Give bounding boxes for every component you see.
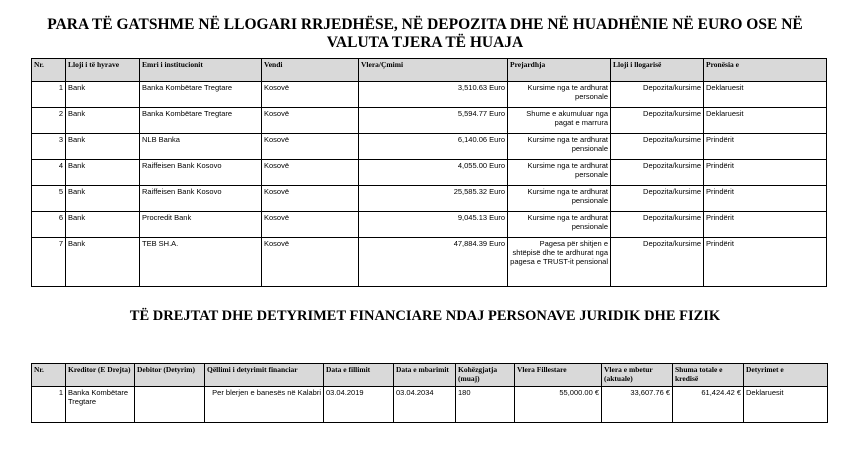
financial-obligations-header-2: Debitor (Detyrim)	[135, 364, 205, 387]
financial-obligations-cell: Per blerjen e banesës në Kalabri	[205, 387, 324, 423]
bank-accounts-header-6: Lloji i llogarisë	[611, 59, 704, 82]
bank-accounts-cell: 3	[32, 134, 66, 160]
financial-obligations-body	[32, 387, 828, 423]
bank-accounts-cell: Prindërit	[704, 186, 827, 212]
bank-accounts-cell: 6,140.06 Euro	[359, 134, 508, 160]
bank-accounts-cell: Bank	[66, 108, 140, 134]
bank-accounts-cell: Depozita/kursime	[611, 134, 704, 160]
bank-accounts-cell: 2	[32, 108, 66, 134]
bank-accounts-header-5: Prejardhja	[508, 59, 611, 82]
bank-accounts-header-7: Pronësia e	[704, 59, 827, 82]
bank-accounts-table	[31, 58, 827, 287]
bank-accounts-cell: Prindërit	[704, 238, 827, 287]
table-row	[32, 212, 827, 238]
financial-obligations-cell: Deklaruesit	[744, 387, 828, 423]
bank-accounts-cell: Prindërit	[704, 134, 827, 160]
bank-accounts-cell: Kursime nga te ardhurat pensionale	[508, 186, 611, 212]
bank-accounts-cell: 3,510.63 Euro	[359, 82, 508, 108]
bank-accounts-cell: Depozita/kursime	[611, 212, 704, 238]
bank-accounts-cell: Kosovë	[262, 82, 359, 108]
bank-accounts-cell: Kosovë	[262, 212, 359, 238]
table-row	[32, 160, 827, 186]
bank-accounts-cell: Depozita/kursime	[611, 238, 704, 287]
table-row	[32, 387, 828, 423]
bank-accounts-cell: Kursime nga te ardhurat personale	[508, 82, 611, 108]
financial-obligations-header-0: Nr.	[32, 364, 66, 387]
section2-title: TË DREJTAT DHE DETYRIMET FINANCIARE NDAJ PERSONAVE JURIDIK DHE FIZIK	[129, 308, 721, 324]
table-row	[32, 134, 827, 160]
section1-title-line1: PARA TË GATSHME NË LLOGARI RRJEDHËSE, NË DEPOZITA DHE NË HUADHËNIE NË EURO OSE NË	[47, 16, 803, 33]
bank-accounts-header-2: Emri i institucionit	[140, 59, 262, 82]
financial-obligations-header-10: Detyrimet e	[744, 364, 828, 387]
bank-accounts-cell: Kosovë	[262, 238, 359, 287]
financial-obligations-cell: 61,424.42 €	[673, 387, 744, 423]
financial-obligations-cell: 03.04.2019	[324, 387, 394, 423]
bank-accounts-cell: Pagesa për shitjen e shtëpisë dhe te ardhurat nga pagesa e TRUST-it pensional	[508, 238, 611, 287]
bank-accounts-cell: Kosovë	[262, 186, 359, 212]
bank-accounts-cell: Kosovë	[262, 160, 359, 186]
financial-obligations-header-1: Kreditor (E Drejta)	[66, 364, 135, 387]
financial-obligations-cell: 33,607.76 €	[602, 387, 673, 423]
financial-obligations-cell	[135, 387, 205, 423]
bank-accounts-cell: 25,585.32 Euro	[359, 186, 508, 212]
financial-obligations-cell: 180	[456, 387, 515, 423]
bank-accounts-cell: Bank	[66, 134, 140, 160]
financial-obligations-header-8: Vlera e mbetur (aktuale)	[602, 364, 673, 387]
table-row	[32, 186, 827, 212]
bank-accounts-body	[32, 82, 827, 287]
bank-accounts-cell: Bank	[66, 238, 140, 287]
financial-obligations-cell: Banka Kombëtare Tregtare	[66, 387, 135, 423]
bank-accounts-cell: 4,055.00 Euro	[359, 160, 508, 186]
bank-accounts-cell: Depozita/kursime	[611, 160, 704, 186]
bank-accounts-cell: Kosovë	[262, 108, 359, 134]
bank-accounts-cell: Procredit Bank	[140, 212, 262, 238]
bank-accounts-cell: Bank	[66, 212, 140, 238]
bank-accounts-cell: 4	[32, 160, 66, 186]
bank-accounts-cell: Depozita/kursime	[611, 82, 704, 108]
bank-accounts-cell: Bank	[66, 82, 140, 108]
bank-accounts-cell: 6	[32, 212, 66, 238]
financial-obligations-header-3: Qëllimi i detyrimit financiar	[205, 364, 324, 387]
bank-accounts-cell: 7	[32, 238, 66, 287]
bank-accounts-cell: 1	[32, 82, 66, 108]
bank-accounts-cell: Kursime nga te ardhurat pensionale	[508, 212, 611, 238]
bank-accounts-cell: Deklaruesit	[704, 82, 827, 108]
financial-obligations-cell: 03.04.2034	[394, 387, 456, 423]
financial-obligations-header-5: Data e mbarimit	[394, 364, 456, 387]
table-row	[32, 82, 827, 108]
bank-accounts-header-0: Nr.	[32, 59, 66, 82]
bank-accounts-cell: Depozita/kursime	[611, 108, 704, 134]
bank-accounts-cell: 5,594.77 Euro	[359, 108, 508, 134]
section1-title-line2: VALUTA TJERA TË HUAJA	[326, 34, 524, 51]
bank-accounts-cell: Kursime nga te ardhurat personale	[508, 160, 611, 186]
bank-accounts-cell: 9,045.13 Euro	[359, 212, 508, 238]
financial-obligations-header-7: Vlera Fillestare	[515, 364, 602, 387]
bank-accounts-cell: Raiffeisen Bank Kosovo	[140, 186, 262, 212]
table-row	[32, 238, 827, 287]
financial-obligations-header-9: Shuma totale e kredisë	[673, 364, 744, 387]
financial-obligations-header-row	[32, 364, 828, 387]
bank-accounts-cell: 47,884.39 Euro	[359, 238, 508, 287]
bank-accounts-cell: Banka Kombëtare Tregtare	[140, 82, 262, 108]
table-row	[32, 108, 827, 134]
bank-accounts-header-1: Lloji i të hyrave	[66, 59, 140, 82]
bank-accounts-cell: TEB SH.A.	[140, 238, 262, 287]
financial-obligations-table	[31, 363, 828, 423]
bank-accounts-cell: Depozita/kursime	[611, 186, 704, 212]
bank-accounts-cell: Shume e akumuluar nga pagat e marrura	[508, 108, 611, 134]
financial-obligations-header-6: Kohëzgjatja (muaj)	[456, 364, 515, 387]
bank-accounts-cell: NLB Banka	[140, 134, 262, 160]
bank-accounts-cell: Banka Kombëtare Tregtare	[140, 108, 262, 134]
bank-accounts-header-3: Vendi	[262, 59, 359, 82]
bank-accounts-header-4: Vlera/Çmimi	[359, 59, 508, 82]
bank-accounts-cell: Kursime nga te ardhurat pensionale	[508, 134, 611, 160]
section1-title	[0, 16, 850, 52]
financial-obligations-cell: 1	[32, 387, 66, 423]
financial-obligations-header-4: Data e fillimit	[324, 364, 394, 387]
bank-accounts-cell: Deklaruesit	[704, 108, 827, 134]
bank-accounts-cell: Kosovë	[262, 134, 359, 160]
bank-accounts-cell: 5	[32, 186, 66, 212]
bank-accounts-cell: Bank	[66, 186, 140, 212]
bank-accounts-cell: Prindërit	[704, 212, 827, 238]
bank-accounts-cell: Bank	[66, 160, 140, 186]
financial-obligations-cell: 55,000.00 €	[515, 387, 602, 423]
bank-accounts-cell: Prindërit	[704, 160, 827, 186]
bank-accounts-header-row	[32, 59, 827, 82]
bank-accounts-cell: Raiffeisen Bank Kosovo	[140, 160, 262, 186]
